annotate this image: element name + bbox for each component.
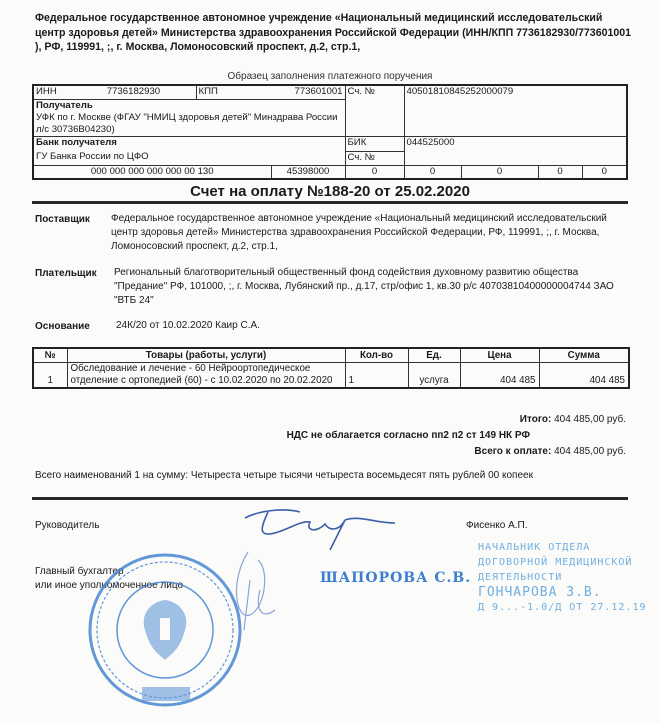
items-table xyxy=(32,347,630,389)
account-value: 40501810845252000079 xyxy=(404,85,627,136)
row-sum: 404 485 xyxy=(539,363,629,389)
kpp-cell: КПП 773601001 xyxy=(196,85,345,99)
name-stamp: ШАПОРОВА С.В. xyxy=(320,570,472,586)
accountant-label-2: или иное уполномоченное лицо xyxy=(35,580,184,591)
row-unit: услуга xyxy=(408,363,460,389)
col-unit: Ед. xyxy=(408,348,460,363)
kbk-cell: 000 000 000 000 000 00 130 xyxy=(33,165,271,179)
bik-value: 044525000 xyxy=(404,136,627,165)
accountant-signature xyxy=(236,552,275,630)
due-line: Всего к оплате: 404 485,00 руб. xyxy=(474,446,626,457)
bank-account-label: Сч. № xyxy=(345,151,404,165)
oktmo-cell: 45398000 xyxy=(271,165,345,179)
payer-text: Региональный благотворительный общественный фонд содействия духовному развитию общества "Предание" РФ, 101000, ;, г. Москва, Лубянский пр., д.17, стр/офис 1, кв.30 р/с 40703810400000004744 ЗАО "ВТБ 24" xyxy=(114,267,614,306)
supplier-text: Федеральное государственное автономное учреждение «Национальный медицинский исследовательский центр здоровья детей» Министерства здравоохранения Российской Федерации, РФ, 119991, ;, г. Москва, Ломоносовский проспект, д.2, стр.1, xyxy=(111,213,607,252)
col-sum: Сумма xyxy=(539,348,629,363)
col-goods: Товары (работы, услуги) xyxy=(67,348,345,363)
head-label: Руководитель xyxy=(35,520,100,531)
col-price: Цена xyxy=(460,348,539,363)
eagle-emblem-icon xyxy=(144,600,187,660)
col-num: № xyxy=(33,348,67,363)
accountant-label: Главный бухгалтер xyxy=(35,566,124,577)
row-price: 404 485 xyxy=(460,363,539,389)
row-num: 1 xyxy=(33,363,67,389)
bank-details-table xyxy=(32,84,628,180)
payer-label: Плательщик xyxy=(35,268,97,279)
bank-name: ГУ Банка России по ЦФО xyxy=(33,151,345,165)
supplier-header: Федеральное государственное автономное учреждение «Национальный медицинский исследовательский центр здоровья детей» Министерства здравоохранения Российской Федерации (ИНН/КПП 7736182930/773601001 ), РФ, 119991, ;, г. Москва, Ломоносовский проспект, д.2, стр.1, xyxy=(35,12,632,53)
field-cell: 0 xyxy=(461,165,538,179)
basis-label: Основание xyxy=(35,321,90,332)
field-cell: 0 xyxy=(538,165,582,179)
field-cell: 0 xyxy=(345,165,404,179)
head-signature xyxy=(245,510,395,550)
bik-label: БИК xyxy=(345,136,404,151)
recipient-cell: Получатель УФК по г. Москве (ФГАУ "НМИЦ здоровья детей" Минздрава России л/с 30736В04230) xyxy=(33,99,345,136)
divider xyxy=(32,201,628,204)
amount-in-words: Всего наименований 1 на сумму: Четыреста четыре тысячи четыреста восемьдесят пять рублей 00 копеек xyxy=(35,470,533,481)
table-row xyxy=(33,363,629,389)
bank-label: Банк получателя xyxy=(33,136,345,151)
col-qty: Кол-во xyxy=(345,348,408,363)
basis-text: 24К/20 от 10.02.2020 Каир С.А. xyxy=(116,320,260,331)
vat-note: НДС не облагается согласно пп2 п2 ст 149 НК РФ xyxy=(286,430,530,441)
field-cell: 0 xyxy=(404,165,461,179)
row-name: Обследование и лечение - 60 Нейроортопедическое отделение с ортопедией (60) - с 10.02.2020 по 20.02.2020 xyxy=(67,363,345,389)
payment-sample-caption: Образец заполнения платежного поручения xyxy=(227,71,433,82)
head-name: Фисенко А.П. xyxy=(466,520,528,531)
row-qty: 1 xyxy=(345,363,408,389)
supplier-label: Поставщик xyxy=(35,214,90,225)
total-line: Итого: 404 485,00 руб. xyxy=(519,414,626,425)
field-cell: 0 xyxy=(582,165,627,179)
invoice-title: Счет на оплату №188-20 от 25.02.2020 xyxy=(190,183,470,200)
official-seal xyxy=(90,555,240,705)
account-label: Сч. № xyxy=(345,85,404,136)
items-header-row xyxy=(33,348,629,363)
department-stamp: НАЧАЛЬНИК ОТДЕЛА ДОГОВОРНОЙ МЕДИЦИНСКОЙ ДЕЯТЕЛЬНОСТИ ГОНЧАРОВА З.В. Д 9...-1.0/Д ОТ 27.12.19 xyxy=(478,542,647,613)
inn-cell: ИНН 7736182930 xyxy=(33,85,196,99)
signatures-and-seal xyxy=(0,490,660,723)
